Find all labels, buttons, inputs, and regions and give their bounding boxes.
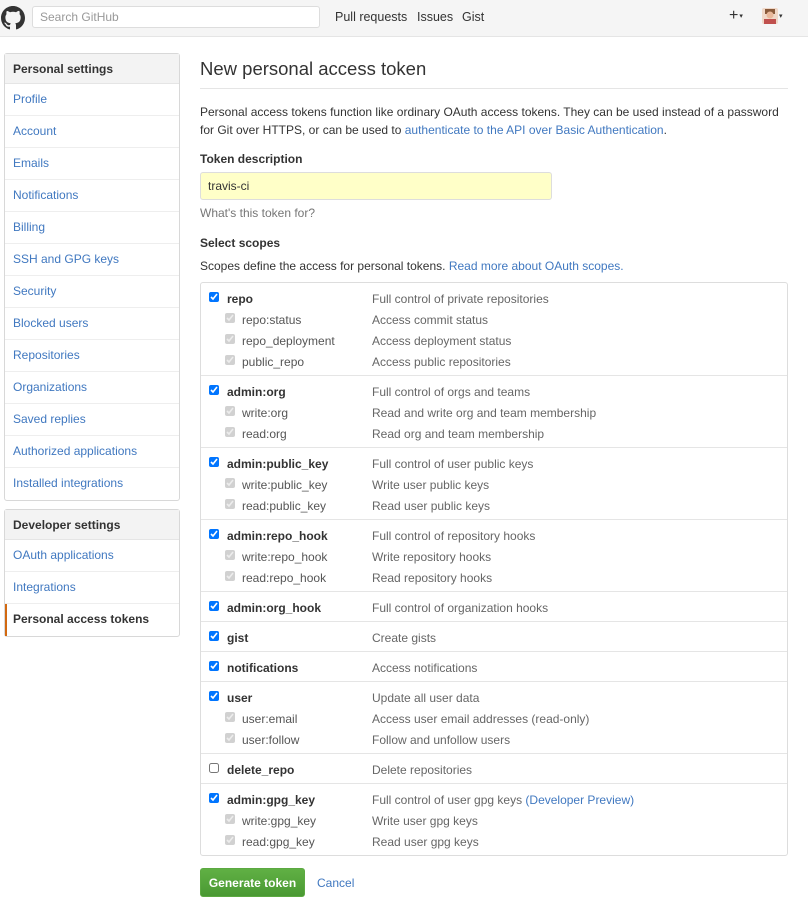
scope-description-text: Access commit status <box>372 313 489 327</box>
user-menu-button[interactable] <box>762 8 783 24</box>
scope-name: write:repo_hook <box>242 550 328 564</box>
scope-description <box>372 835 479 849</box>
scope-checkbox[interactable] <box>209 292 219 302</box>
developer-settings-menu <box>4 509 180 637</box>
scope-name: admin:org <box>227 385 286 399</box>
sidebar-item-integrations[interactable]: Integrations <box>5 572 179 604</box>
intro-text <box>200 103 788 139</box>
scope-sub-row <box>201 423 787 444</box>
scopes-list <box>200 282 788 856</box>
sidebar-item-security[interactable]: Security <box>5 276 179 308</box>
scope-row <box>201 525 787 546</box>
scope-description-text: Create gists <box>372 631 437 645</box>
title-divider <box>200 88 788 89</box>
developer-preview-link[interactable]: (Developer Preview) <box>525 793 635 807</box>
scope-row <box>201 789 787 810</box>
scope-checkbox[interactable] <box>209 385 219 395</box>
oauth-scopes-link[interactable]: Read more about OAuth scopes. <box>448 259 624 273</box>
scope-name: notifications <box>227 661 299 675</box>
scope-description <box>372 334 511 348</box>
search-input[interactable] <box>32 6 320 28</box>
basic-auth-link[interactable]: authenticate to the API over Basic Authentication <box>404 123 664 137</box>
sidebar-item-oauth-applications[interactable]: OAuth applications <box>5 540 179 572</box>
scope-group <box>201 448 787 520</box>
scope-description <box>372 691 479 705</box>
scope-sub-row <box>201 351 787 372</box>
scope-name: gist <box>227 631 249 645</box>
generate-token-button[interactable]: Generate token <box>200 868 305 897</box>
scope-sub-checkbox[interactable] <box>225 499 235 509</box>
scope-group <box>201 784 787 855</box>
scope-description-text: Follow and unfollow users <box>372 733 511 747</box>
sidebar-item-notifications[interactable]: Notifications <box>5 180 179 212</box>
scope-name: read:org <box>242 427 287 441</box>
scope-sub-checkbox[interactable] <box>225 355 235 365</box>
scope-description <box>372 571 492 585</box>
scope-group <box>201 592 787 622</box>
avatar-icon <box>762 8 778 24</box>
scope-name: read:gpg_key <box>242 835 315 849</box>
scope-checkbox[interactable] <box>209 691 219 701</box>
sidebar-item-authorized-applications[interactable]: Authorized applications <box>5 436 179 468</box>
scope-row <box>201 657 787 678</box>
site-header <box>0 0 808 37</box>
scope-name: user <box>227 691 253 705</box>
scope-description <box>372 313 488 327</box>
scope-sub-row <box>201 708 787 729</box>
scope-checkbox[interactable] <box>209 601 219 611</box>
scope-group <box>201 622 787 652</box>
scope-checkbox[interactable] <box>209 457 219 467</box>
scope-row <box>201 687 787 708</box>
scope-description-text: Full control of private repositories <box>372 292 549 306</box>
token-description-input[interactable] <box>200 172 552 200</box>
scope-name: read:repo_hook <box>242 571 327 585</box>
scope-sub-row <box>201 567 787 588</box>
scope-sub-row <box>201 402 787 423</box>
scope-description <box>372 427 544 441</box>
scope-sub-checkbox[interactable] <box>225 835 235 845</box>
scope-description-text: Write user public keys <box>372 478 490 492</box>
scope-name: delete_repo <box>227 763 295 777</box>
plus-icon: + <box>729 7 739 24</box>
scope-description-text: Read user gpg keys <box>372 835 479 849</box>
scope-sub-checkbox[interactable] <box>225 478 235 488</box>
scope-description <box>372 601 548 615</box>
scope-name: repo:status <box>242 313 302 327</box>
nav-issues[interactable]: Issues <box>417 10 454 24</box>
scope-sub-checkbox[interactable] <box>225 814 235 824</box>
scope-description-text: Delete repositories <box>372 763 473 777</box>
scope-checkbox[interactable] <box>209 793 219 803</box>
personal-settings-heading: Personal settings <box>5 54 179 84</box>
scope-description-text: Full control of user public keys <box>372 457 534 471</box>
nav-gist[interactable]: Gist <box>462 10 485 24</box>
scope-sub-checkbox[interactable] <box>225 571 235 581</box>
scope-sub-checkbox[interactable] <box>225 712 235 722</box>
scope-row <box>201 381 787 402</box>
scope-description-text: Access notifications <box>372 661 478 675</box>
scope-sub-checkbox[interactable] <box>225 427 235 437</box>
intro-text-body: Personal access tokens function like ordinary OAuth access tokens. They can be used instead of a password for Git over HTTPS, or can be used to <box>200 105 779 137</box>
scope-group <box>201 283 787 376</box>
scope-name: write:org <box>242 406 289 420</box>
scope-name: read:public_key <box>242 499 327 513</box>
scope-sub-checkbox[interactable] <box>225 550 235 560</box>
scope-sub-checkbox[interactable] <box>225 313 235 323</box>
scope-description-text: Read org and team membership <box>372 427 545 441</box>
scope-name: admin:public_key <box>227 457 329 471</box>
scope-description-text: Full control of organization hooks <box>372 601 549 615</box>
scope-name: repo <box>227 292 254 306</box>
token-description-label: Token description <box>200 152 303 166</box>
scope-sub-row <box>201 729 787 750</box>
scope-description <box>372 355 511 369</box>
cancel-link[interactable]: Cancel <box>317 876 355 890</box>
scope-row <box>201 597 787 618</box>
token-description-note: What's this token for? <box>200 206 316 220</box>
scope-description-text: Write repository hooks <box>372 550 492 564</box>
scope-row <box>201 288 787 309</box>
nav-pull-requests[interactable]: Pull requests <box>335 10 408 24</box>
sidebar-item-blocked-users[interactable]: Blocked users <box>5 308 179 340</box>
scope-name: user:email <box>242 712 298 726</box>
scope-description <box>372 385 530 399</box>
developer-settings-heading: Developer settings <box>5 510 179 540</box>
scope-name: public_repo <box>242 355 305 369</box>
scope-row <box>201 453 787 474</box>
scope-sub-row <box>201 309 787 330</box>
sidebar-item-account[interactable]: Account <box>5 116 179 148</box>
sidebar-item-emails[interactable]: Emails <box>5 148 179 180</box>
scope-name: repo_deployment <box>242 334 335 348</box>
scope-sub-row <box>201 330 787 351</box>
page-title: New personal access token <box>200 58 427 79</box>
sidebar-item-billing[interactable]: Billing <box>5 212 179 244</box>
scope-description-text: Full control of user gpg keys <box>372 793 526 807</box>
scope-description-text: Read user public keys <box>372 499 491 513</box>
scope-sub-row <box>201 810 787 831</box>
scope-name: write:gpg_key <box>242 814 317 828</box>
scope-sub-checkbox[interactable] <box>225 733 235 743</box>
scope-group <box>201 682 787 754</box>
scope-checkbox[interactable] <box>209 661 219 671</box>
scopes-description-text: Scopes define the access for personal tokens. <box>200 259 449 273</box>
scope-description-text: Read and write org and team membership <box>372 406 597 420</box>
scopes-description <box>200 259 624 273</box>
sidebar-item-profile[interactable]: Profile <box>5 84 179 116</box>
scope-group <box>201 376 787 448</box>
scope-description <box>372 292 549 306</box>
github-octocat-icon[interactable] <box>1 6 25 30</box>
scope-sub-row <box>201 546 787 567</box>
select-scopes-label: Select scopes <box>200 236 281 250</box>
scope-description <box>372 478 489 492</box>
scope-description <box>372 550 491 564</box>
scope-name: admin:repo_hook <box>227 529 328 543</box>
scope-name: admin:gpg_key <box>227 793 316 807</box>
create-new-button[interactable] <box>729 7 743 25</box>
scope-name: admin:org_hook <box>227 601 322 615</box>
chevron-down-icon: ▾ <box>779 13 783 20</box>
scope-description-text: Access deployment status <box>372 334 512 348</box>
scope-group <box>201 754 787 784</box>
scope-description <box>372 814 478 828</box>
scope-name: write:public_key <box>242 478 328 492</box>
scope-description <box>372 529 535 543</box>
scope-sub-checkbox[interactable] <box>225 334 235 344</box>
scope-description-text: Update all user data <box>372 691 480 705</box>
scope-description <box>372 406 596 420</box>
scope-description-text: Write user gpg keys <box>372 814 478 828</box>
scope-name: user:follow <box>242 733 300 747</box>
scope-description-text: Full control of repository hooks <box>372 529 536 543</box>
sidebar-item-installed-integrations[interactable]: Installed integrations <box>13 476 124 490</box>
scope-checkbox[interactable] <box>209 763 219 773</box>
scope-sub-checkbox[interactable] <box>225 406 235 416</box>
scope-checkbox[interactable] <box>209 631 219 641</box>
personal-settings-menu <box>4 53 180 501</box>
sidebar-item-saved-replies[interactable]: Saved replies <box>5 404 179 436</box>
sidebar-item-ssh-gpg-keys[interactable]: SSH and GPG keys <box>5 244 179 276</box>
scope-description <box>372 763 472 777</box>
scope-description-text: Full control of orgs and teams <box>372 385 531 399</box>
chevron-down-icon: ▾ <box>739 12 743 20</box>
scope-sub-row <box>201 474 787 495</box>
scope-description-text: Access public repositories <box>372 355 511 369</box>
scope-row <box>201 759 787 780</box>
sidebar-item-repositories[interactable]: Repositories <box>5 340 179 372</box>
scope-sub-row <box>201 495 787 516</box>
scope-description <box>372 631 436 645</box>
scope-sub-row <box>201 831 787 852</box>
scope-description <box>372 733 510 747</box>
scope-group <box>201 652 787 682</box>
scope-description-text: Read repository hooks <box>372 571 493 585</box>
intro-text-end: . <box>663 123 667 137</box>
scope-description-text: Access user email addresses (read-only) <box>372 712 590 726</box>
scope-description <box>372 457 533 471</box>
sidebar-item-organizations[interactable]: Organizations <box>5 372 179 404</box>
sidebar-item-personal-access-tokens[interactable]: Personal access tokens <box>5 604 179 636</box>
scope-description <box>372 712 589 726</box>
scope-row <box>201 627 787 648</box>
scope-description <box>372 661 477 675</box>
scope-group <box>201 520 787 592</box>
scope-checkbox[interactable] <box>209 529 219 539</box>
scope-description <box>372 499 490 513</box>
scope-description <box>372 793 634 807</box>
